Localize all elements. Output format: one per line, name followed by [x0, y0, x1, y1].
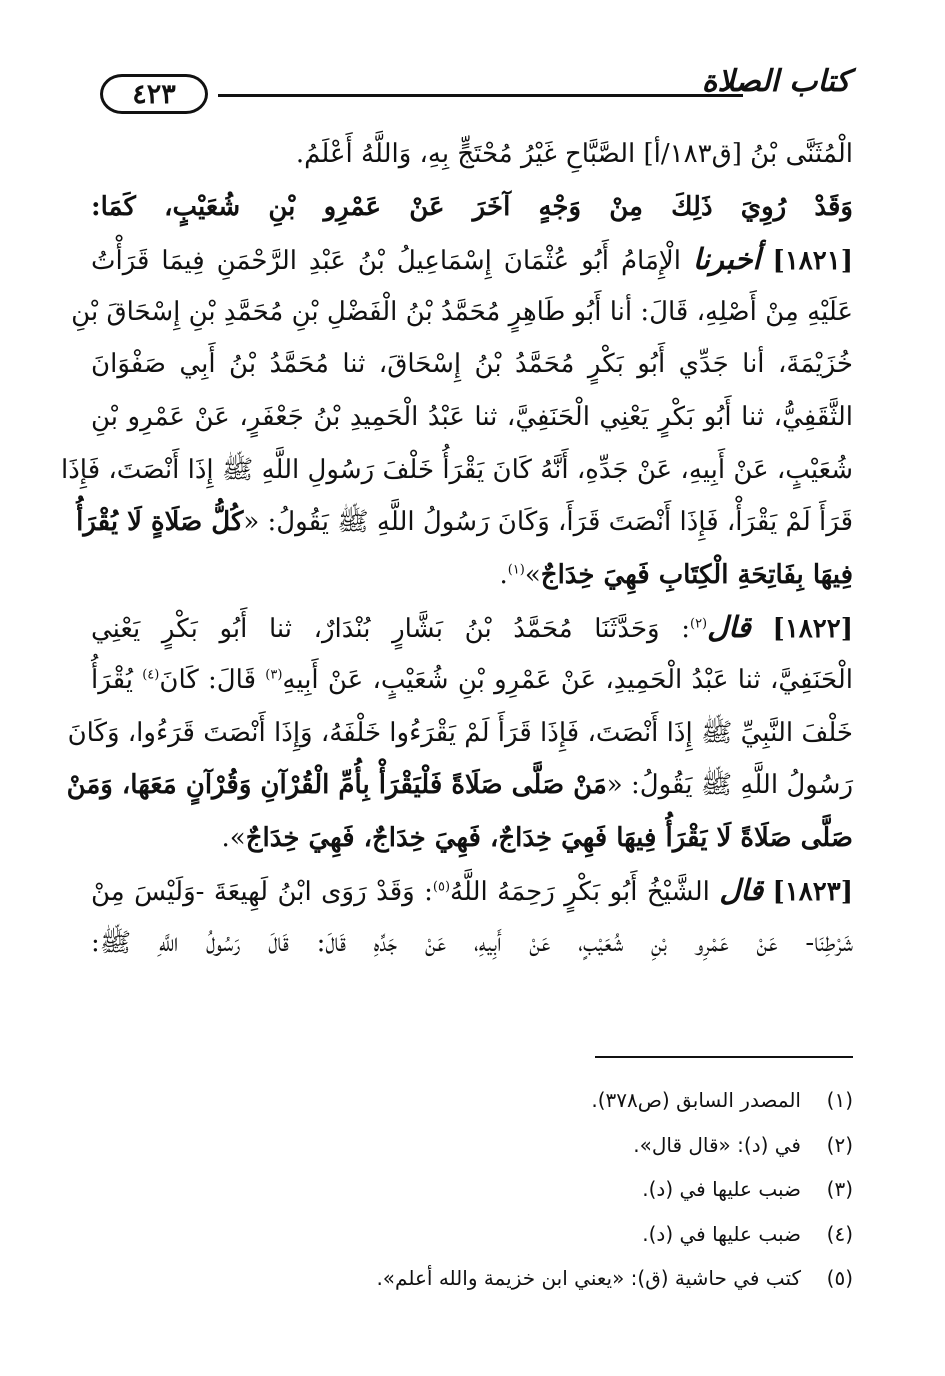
- footnote-number: (٣): [826, 1177, 853, 1201]
- line-text: يُقْرَأُ: [91, 664, 143, 695]
- footnote-separator: [595, 1056, 853, 1058]
- footnote-text: ضبب عليها في (د).: [642, 1221, 801, 1246]
- footnote-item: [91, 1123, 853, 1168]
- footnote-number: (٥): [826, 1266, 853, 1290]
- line-text: قَرَأَ لَمْ يَقْرَأْ، فَإِذَا أَنْصَتَ قَرَأَ، وَكَانَ رَسُولُ اللَّهِ ﷺ يَقُولُ: «: [243, 507, 853, 538]
- footnote-number: (٤): [826, 1221, 853, 1246]
- footnote-item: [91, 1167, 853, 1212]
- text-line: [91, 233, 853, 286]
- text-line: [61, 444, 853, 497]
- text-line: [76, 496, 853, 549]
- narration-keyword: قال: [707, 610, 751, 645]
- hadith-number: [١٨٢٣]: [772, 877, 854, 908]
- footnote-number: (١): [826, 1088, 853, 1112]
- footnote-text: في (د): «قال قال».: [633, 1132, 801, 1157]
- narration-keyword: أخبرنا: [692, 242, 761, 277]
- line-text: وَقَدْ رُوِيَ ذَلِكَ مِنْ وَجْهٍ آخَرَ عَنْ عَمْرِو بْنِ شُعَيْبٍ، كَمَا:: [91, 191, 853, 222]
- text-line: [91, 181, 853, 234]
- text-line: [91, 391, 853, 444]
- text-line: [71, 286, 853, 339]
- footnote-item: [91, 1078, 853, 1123]
- text-line: [91, 654, 853, 707]
- line-text: قَالَ: كَانَ: [159, 664, 266, 695]
- footnote-text: ضبب عليها في (د).: [642, 1177, 801, 1201]
- footnote-ref: (١): [507, 562, 525, 578]
- header-rule: [218, 94, 743, 97]
- footnote-item: [91, 1256, 853, 1301]
- hadith-number: [١٨٢١]: [772, 246, 854, 277]
- line-text: رَسُولُ اللَّهِ ﷺ يَقُولُ: «: [606, 770, 853, 801]
- line-text: الْإِمَامُ أَبُو عُثْمَانَ إِسْمَاعِيلُ بْنُ عَبْدِ الرَّحْمَنِ فِيمَا قَرَأْتُ: [91, 246, 681, 277]
- line-text: ».: [221, 822, 246, 853]
- text-line: [91, 338, 853, 391]
- footnotes: [91, 1078, 853, 1301]
- text-line: [66, 759, 853, 812]
- line-text: خُزَيْمَةَ، أنا جَدِّي أَبُو بَكْرٍ مُحَمَّدُ بْنُ إِسْحَاقَ، ثنا مُحَمَّدُ بْنُ أَبِي صَفْوَانَ: [91, 349, 853, 380]
- footnote-ref: (٥): [432, 879, 451, 895]
- line-text: : وَقَدْ رَوَى ابْنُ لَهِيعَةَ -وَلَيْسَ مِنْ: [91, 877, 433, 908]
- narration-keyword: قال: [719, 873, 764, 908]
- footnote-number: (٢): [826, 1132, 853, 1157]
- line-text: الْحَنَفِيَّ، ثنا عَبْدُ الْحَمِيدِ، عَنْ عَمْرِو بْنِ شُعَيْبٍ، عَنْ أَبِيهِ: [282, 664, 853, 695]
- text-line: [91, 601, 853, 654]
- text-line: [91, 864, 853, 917]
- line-text: شَرْطِنَا- عَنْ عَمْرِو بْنِ شُعَيْبٍ، عَنْ أَبِيهِ، عَنْ جَدِّهِ قَالَ: قَالَ رَسُولُ اللَّهِ ﷺ:: [91, 927, 853, 958]
- line-text: الثَّقَفِيُّ، ثنا أَبُو بَكْرٍ يَعْنِي الْحَنَفِيَّ، ثنا عَبْدُ الْحَمِيدِ بْنُ جَعْفَرٍ، عَنْ عَمْرِو بْنِ: [91, 401, 853, 432]
- hadith-matn: كُلُّ صَلَاةٍ لَا يُقْرَأُ: [76, 507, 244, 538]
- footnote-text: المصدر السابق (ص٣٧٨).: [591, 1088, 801, 1112]
- hadith-matn: صَلَّى صَلَاةً لَا يَقْرَأُ فِيهَا فَهِيَ خِدَاجٌ، فَهِيَ خِدَاجٌ، فَهِيَ خِدَاجٌ: [245, 822, 853, 853]
- text-line: [67, 707, 853, 760]
- hadith-matn: فِيهَا بِفَاتِحَةِ الْكِتَابِ فَهِيَ خِدَاجٌ: [540, 559, 853, 590]
- running-title: كتاب الصلاة: [701, 64, 850, 99]
- footnote-item: [91, 1212, 853, 1257]
- footnote-ref: (٤): [142, 667, 160, 683]
- main-text: [61, 128, 854, 970]
- line-text: .: [499, 559, 508, 590]
- page-number: ٤٢٣: [100, 74, 208, 114]
- line-text: »: [524, 559, 541, 590]
- hadith-number: [١٨٢٢]: [772, 614, 854, 645]
- line-text: شُعَيْبٍ، عَنْ أَبِيهِ، عَنْ جَدِّهِ، أَنَّهُ كَانَ يَقْرَأُ خَلْفَ رَسُولِ اللَّهِ ﷺ إِذَا أَنْصَتَ، فَإِذَا: [61, 454, 853, 485]
- line-text: خَلْفَ النَّبِيِّ ﷺ إِذَا أَنْصَتَ، فَإِذَا قَرَأَ لَمْ يَقْرَءُوا خَلْفَهُ، وَإِذَا أَنْصَتَ قَرَءُوا، وَكَانَ: [67, 717, 853, 748]
- line-text: الْمُثَنَّى بْنُ [ق١٨٣/أ] الصَّبَّاحِ غَيْرُ مُحْتَجٍّ بِهِ، وَاللَّهُ أَعْلَمُ.: [295, 139, 853, 169]
- hadith-matn: مَنْ صَلَّى صَلَاةً فَلْيَقْرَأْ بِأُمِّ الْقُرْآنِ وَقُرْآنٍ مَعَهَا، وَمَنْ: [66, 770, 607, 801]
- line-text: : وَحَدَّثَنَا مُحَمَّدُ بْنُ بَشَّارٍ بُنْدَارٌ، ثنا أَبُو بَكْرٍ يَعْنِي: [91, 614, 690, 645]
- text-line: [91, 549, 853, 602]
- footnote-ref: (٢): [689, 616, 708, 632]
- line-text: الشَّيْخُ أَبُو بَكْرٍ رَحِمَهُ اللَّهُ: [450, 877, 710, 908]
- text-line: [91, 128, 853, 181]
- footnote-text: كتب في حاشية (ق): «يعني ابن خزيمة والله أعلم».: [376, 1266, 801, 1290]
- text-line: [91, 917, 853, 970]
- footnote-ref: (٣): [265, 667, 283, 683]
- line-text: عَلَيْهِ مِنْ أَصْلِهِ، قَالَ: أنا أَبُو طَاهِرٍ مُحَمَّدُ بْنُ الْفَضْلِ بْنِ مُحَمَّدِ بْنِ إِسْحَاقَ بْنِ: [71, 296, 853, 327]
- page-header: [100, 62, 850, 122]
- text-line: [91, 812, 853, 865]
